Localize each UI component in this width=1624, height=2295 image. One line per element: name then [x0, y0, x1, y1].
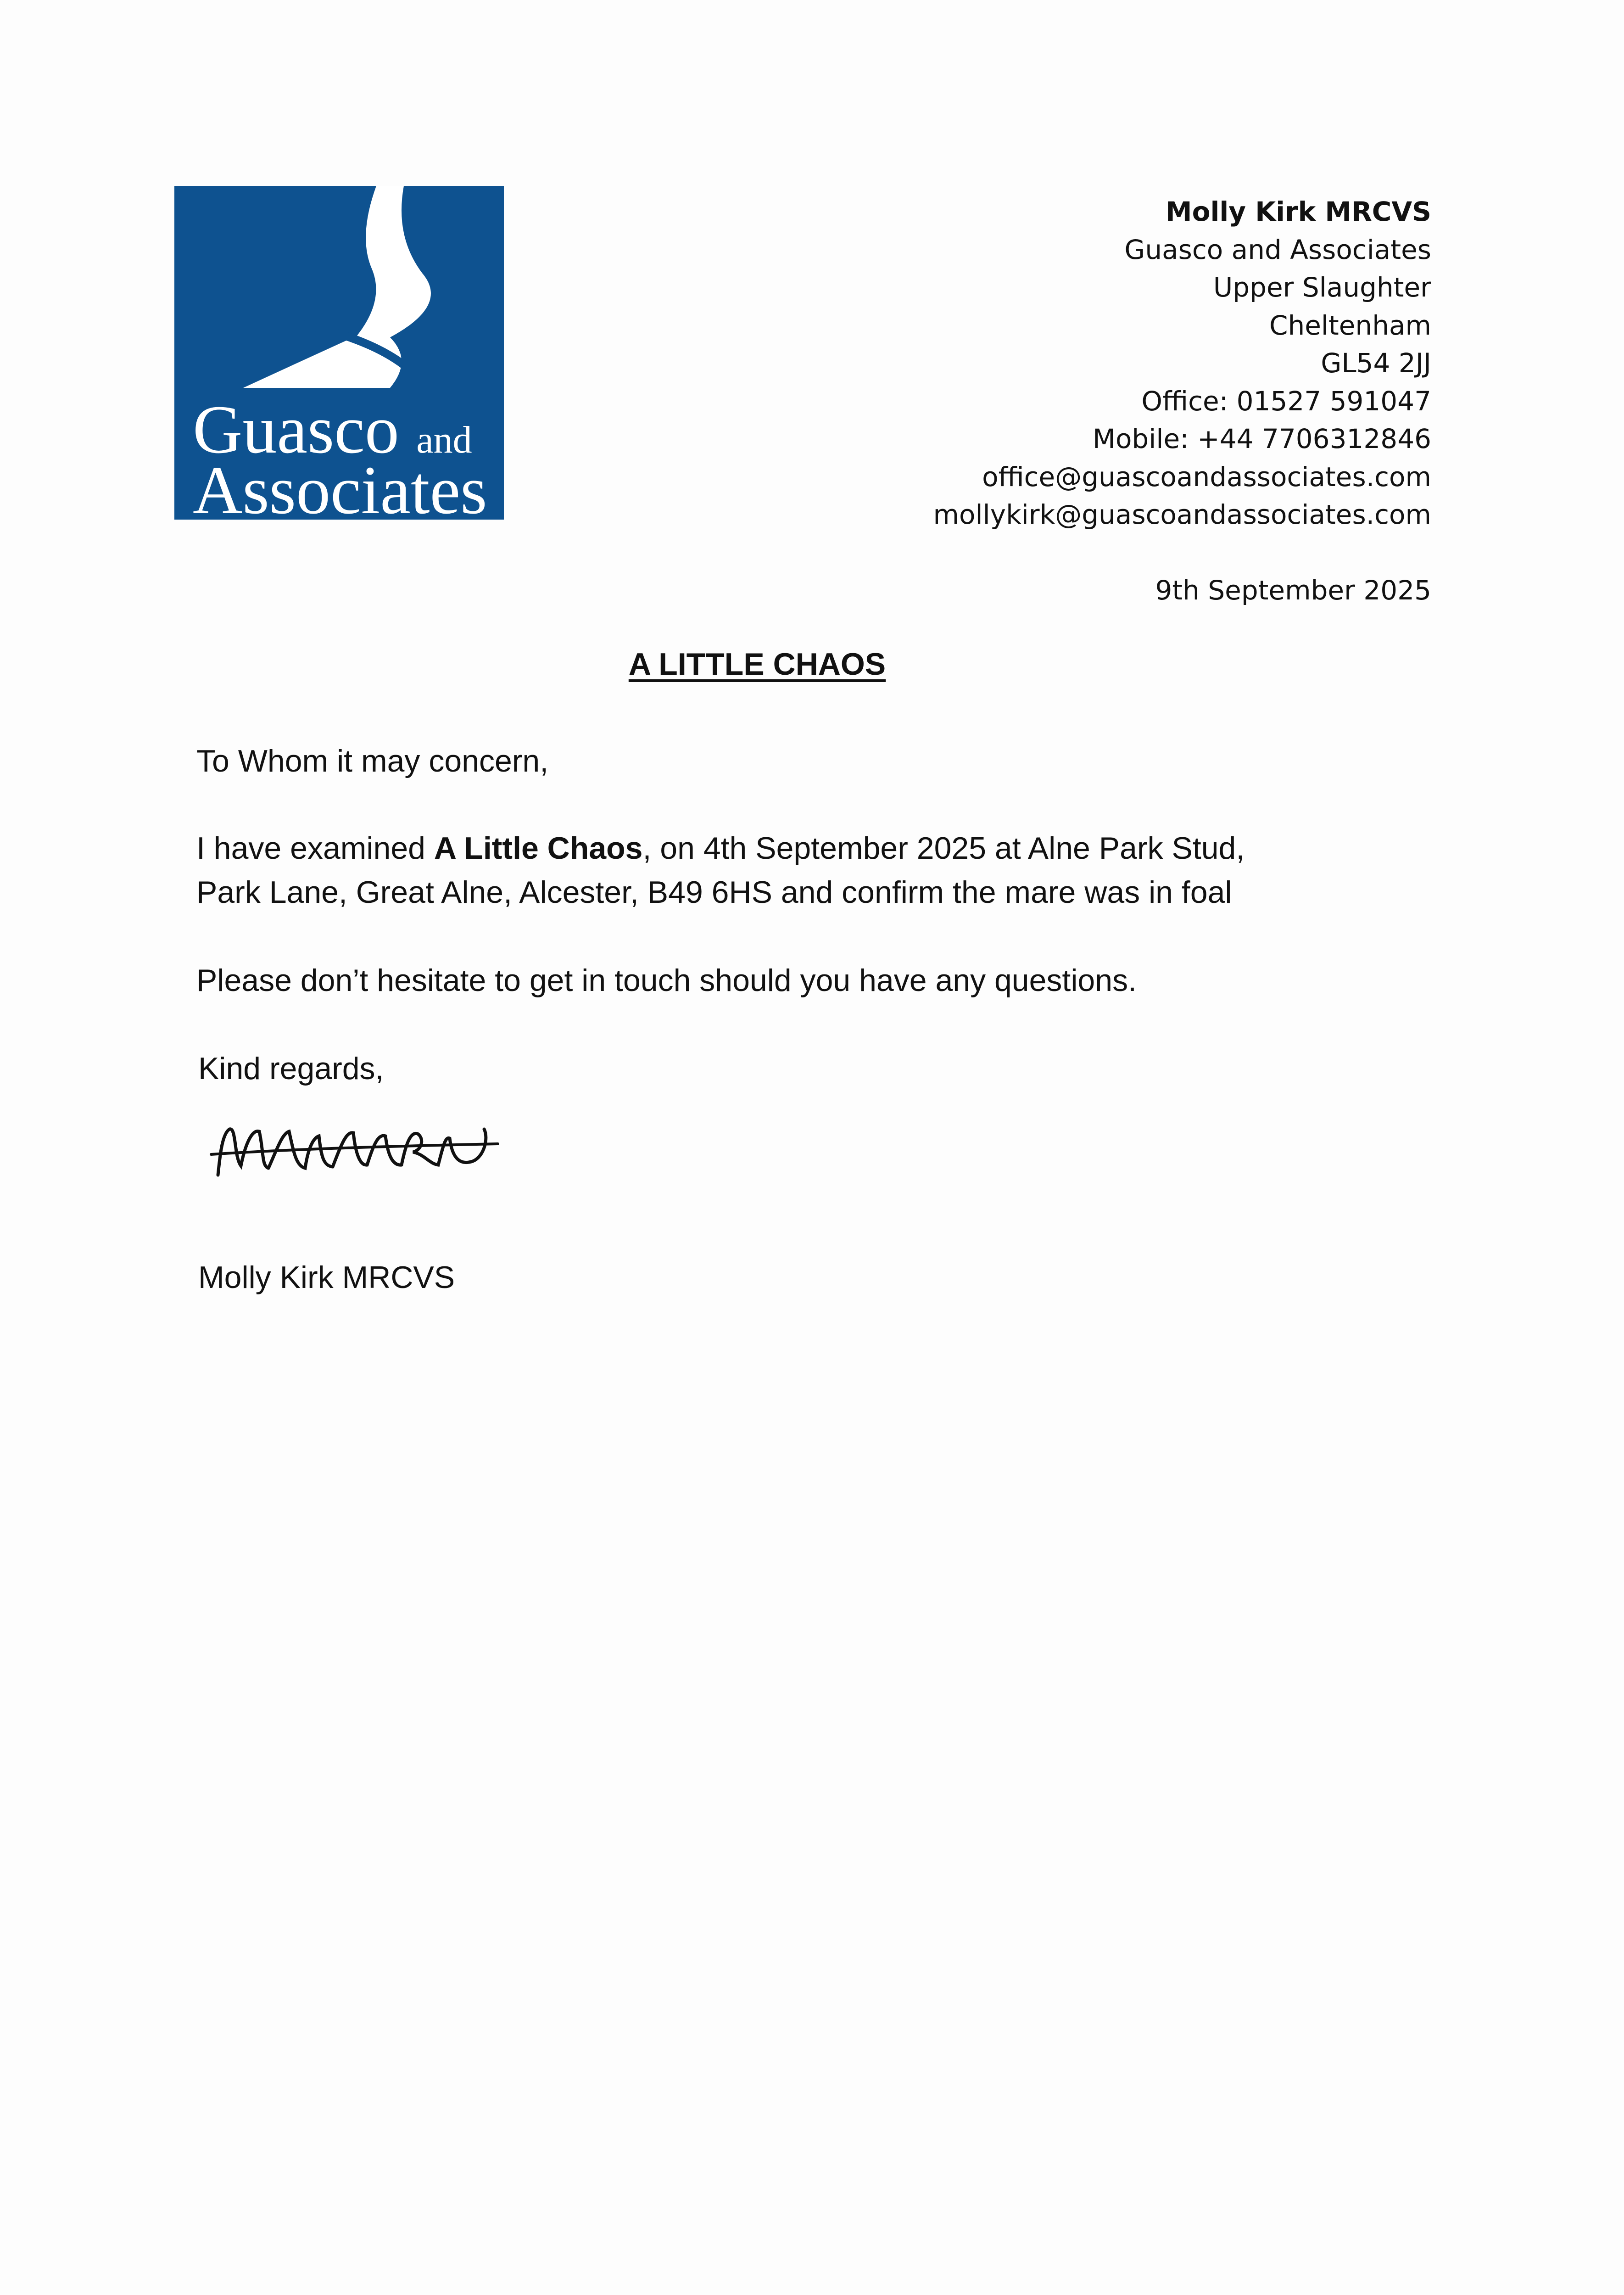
- closing: Kind regards,: [198, 1051, 384, 1086]
- contact-paragraph: Please don’t hesitate to get in touch should you have any questions.: [196, 963, 1137, 998]
- address-line-2: Cheltenham: [1269, 309, 1431, 341]
- sender-name: Molly Kirk MRCVS: [1165, 196, 1431, 227]
- office-email: office@guascoandassociates.com: [982, 461, 1431, 493]
- letterhead-contact-block: [933, 193, 1431, 609]
- logo-wordmark: Guasco and Associates: [193, 392, 487, 520]
- mobile-phone: Mobile: +44 7706312846: [1092, 423, 1431, 454]
- exam-prefix: I have examined: [196, 831, 434, 866]
- sender-company: Guasco and Associates: [1124, 234, 1431, 265]
- salutation: To Whom it may concern,: [196, 744, 549, 778]
- letter-date: 9th September 2025: [1155, 574, 1431, 606]
- horse-name: A Little Chaos: [434, 831, 643, 866]
- letter-title: A LITTLE CHAOS: [628, 647, 886, 682]
- postcode: GL54 2JJ: [1321, 347, 1431, 379]
- company-logo: [174, 186, 504, 520]
- exam-line2: Park Lane, Great Alne, Alcester, B49 6HS and confirm the mare was in foal: [196, 875, 1232, 910]
- address-line-1: Upper Slaughter: [1213, 272, 1431, 303]
- exam-line1-suffix: , on 4th September 2025 at Alne Park Stud,: [642, 831, 1245, 866]
- office-phone: Office: 01527 591047: [1141, 385, 1431, 417]
- examination-paragraph: [196, 826, 1245, 914]
- personal-email: mollykirk@guascoandassociates.com: [933, 499, 1431, 530]
- handwritten-signature: [209, 1111, 502, 1189]
- signatory-name: Molly Kirk MRCVS: [198, 1260, 455, 1295]
